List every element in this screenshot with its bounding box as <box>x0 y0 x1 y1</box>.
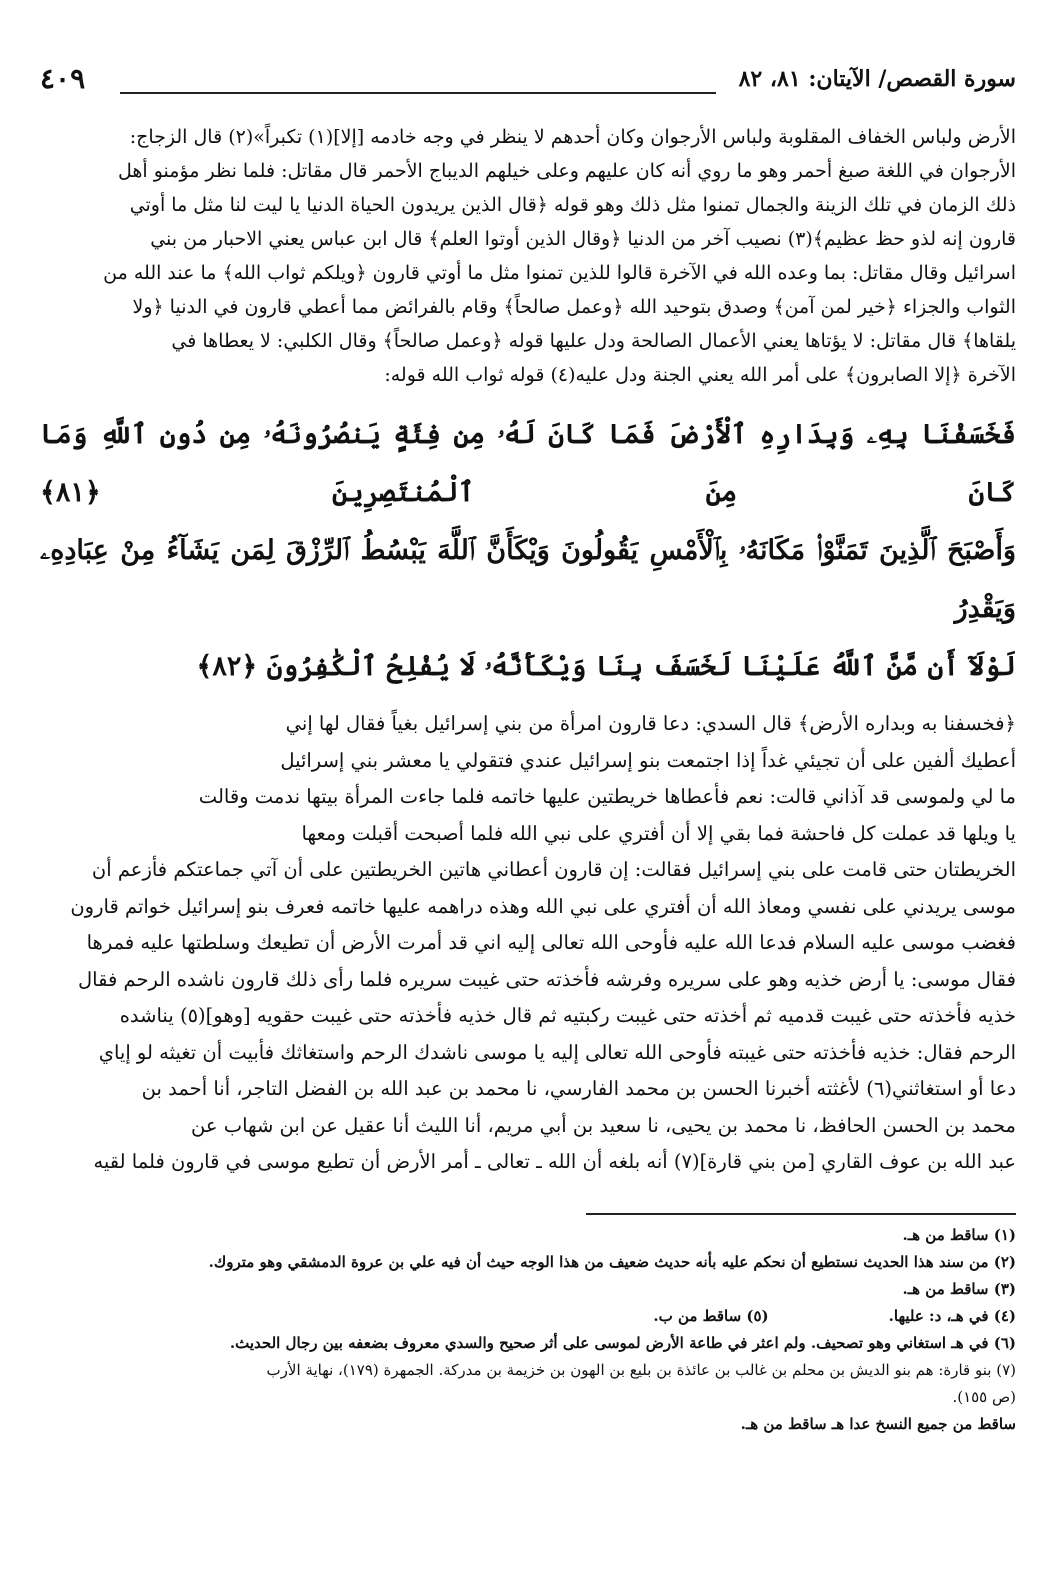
text-line: خذيه فأخذته حتى غيبت قدميه ثم أخذته حتى غيبت ركبتيه ثم قال خذيه فأخذته حتى غيبت حقويه [وهو](٥) يناشده <box>119 1004 1016 1027</box>
text-line: أعطيك ألفين على أن تجيئي غداً إذا اجتمعت بنو إسرائيل عندي فتقولي يا معشر بني إسرائيل <box>280 748 1016 772</box>
text-line: ذلك الزمان في تلك الزينة والجمال تمنوا مثل ذلك وهو قوله ﴿قال الذين يريدون الحياة الدنيا يا ليت لنا مثل ما أوتي <box>129 194 1016 216</box>
text-line: عبد الله بن عوف القاري [من بني قارة](٧) أنه بلغه أن الله ـ تعالى ـ أمر الأرض أن تطيع موسى في قارون فلما لقيه <box>93 1150 1016 1173</box>
footnote-4: (٤) في هـ، د: عليها. <box>888 1307 1016 1325</box>
surah-title: سورة القصص/ الآيتان: ٨١، ٨٢ <box>738 66 1016 92</box>
footnote-5: (٥) ساقط من ب. <box>653 1307 769 1325</box>
footnote-7-cont: (ص ١٥٥). <box>952 1388 1016 1406</box>
text-line: اسرائيل وقال مقاتل: بما وعده الله في الآخرة قالوا للذين تمنوا مثل ما أوتي قارون ﴿ويلكم ثواب الله﴾ ما عند الله من <box>103 262 1016 284</box>
text-line: الأرجوان في اللغة صبغ أحمر وهو ما روي أنه كان عليهم وعلى خيلهم الديباج الأحمر قال مقاتل: فلما نظر مؤمنو أهل <box>118 160 1016 182</box>
text-line: الثواب والجزاء ﴿خير لمن آمن﴾ وصدق بتوحيد الله ﴿وعمل صالحاً﴾ وقام بالفرائض مما أعطي قارون في الدنيا ﴿ولا <box>132 296 1016 318</box>
quran-verses <box>40 406 1016 696</box>
header-rule <box>120 92 716 94</box>
text-line: موسى يريدني على نفسي ومعاذ الله أن أفتري على نبي الله وهذه دراهمه عليها خاتمه فعرف بنو إسرائيل خواتم قارون <box>70 894 1016 918</box>
text-line: الرحم فقال: خذيه فأخذته حتى غيبته فأوحى الله تعالى إليه يا موسى ناشدك الرحم واستغاثك فأبيت أن تغيثه لو إياي <box>98 1040 1016 1064</box>
footnote-2: (٢) من سند هذا الحديث نستطيع أن نحكم عليه بأنه حديث ضعيف من هذا الوجه حيث أن فيه علي بن عروة الدمشقي وهو متروك. <box>208 1253 1016 1271</box>
footnote-extra: ساقط من جميع النسخ عدا هـ ساقط من هـ. <box>740 1415 1016 1433</box>
text-line: فغضب موسى عليه السلام فدعا الله عليه فأوحى الله تعالى إليه اني قد أمرت الأرض أن تطيعك وسلطتها عليه فمرها <box>86 931 1016 954</box>
page-number: ٤٠٩ <box>40 62 86 95</box>
footnotes <box>40 1222 1016 1438</box>
text-line: الأرض ولباس الخفاف المقلوبة ولباس الأرجوان وكان أحدهم لا ينظر في وجه خادمه [إلا](١) تكبراً»(٢) قال الزجاج: <box>129 126 1016 148</box>
footnote-7: (٧) بنو قارة: هم بنو الديش بن محلم بن غالب بن عائذة بن بليع بن الهون بن خزيمة بن مدركة. الجمهرة (١٧٩)، نهاية الأرب <box>266 1361 1016 1379</box>
verse-line: فَخَسَفْنَا بِهِۦ وَبِدَارِهِ ٱلْأَرْضَ فَمَا كَانَ لَهُۥ مِن فِئَةٍ يَنصُرُونَهُۥ مِن دُونِ ٱللَّهِ وَمَا كَانَ مِنَ ٱلْمُنتَصِرِينَ ﴿٨١﴾ <box>40 419 1016 508</box>
commentary-block-2 <box>40 706 1016 1181</box>
verse-line: وَأَصْبَحَ ٱلَّذِينَ تَمَنَّوْا۟ مَكَانَهُۥ بِٱلْأَمْسِ يَقُولُونَ وَيْكَأَنَّ ٱللَّهَ يَبْسُطُ ٱلرِّزْقَ لِمَن يَشَآءُ مِنْ عِبَادِهِۦ وَيَقْدِرُ <box>40 535 1016 624</box>
text-line: فقال موسى: يا أرض خذيه وهو على سريره وفرشه فأخذته حتى غيبت سريره فلما رأى ذلك قارون ناشده الرحم فقال <box>77 967 1016 991</box>
text-line: يا ويلها قد عملت كل فاحشة فما بقي إلا أن أفتري على نبي الله فلما أصبحت أقبلت ومعها <box>301 821 1016 845</box>
text-line: قارون إنه لذو حظ عظيم﴾(٣) نصيب آخر من الدنيا ﴿وقال الذين أوتوا العلم﴾ قال ابن عباس يعني الاحبار من بني <box>150 228 1016 250</box>
commentary-block-1 <box>40 120 1016 392</box>
running-header <box>40 58 1016 102</box>
footnote-pair <box>40 1303 1016 1330</box>
text-line: يلقاها﴾ قال مقاتل: لا يؤتاها يعني الأعمال الصالحة ودل عليها قوله ﴿وعمل صالحاً﴾ وقال الكلبي: لا يعطاها في <box>171 330 1016 352</box>
footnote-3: (٣) ساقط من هـ. <box>902 1280 1016 1298</box>
text-line: الخريطتان حتى قامت على بني إسرائيل فقالت: إن قارون أعطاني هاتين الخريطتين على أن آتي جماعتكم فأزعم أن <box>91 858 1016 881</box>
text-line: الآخرة ﴿إلا الصابرون﴾ على أمر الله يعني الجنة ودل عليه(٤) قوله ثواب الله قوله: <box>384 364 1016 386</box>
footnote-6: (٦) في هـ استغاني وهو تصحيف. ولم اعثر في طاعة الأرض لموسى على أثر صحيح والسدي معروف بضعفه بين رجال الحديث. <box>229 1334 1016 1352</box>
footnote-separator <box>586 1213 1016 1215</box>
page-body <box>40 120 1016 1181</box>
verse-line: لَوْلَآ أَن مَّنَّ ٱللَّهُ عَلَيْنَا لَخَسَفَ بِنَا وَيْكَأَنَّهُۥ لَا يُفْلِحُ ٱلْكَٰفِرُونَ ﴿٨٢﴾ <box>196 651 1016 682</box>
footnote-1: (١) ساقط من هـ. <box>902 1226 1016 1244</box>
text-line: محمد بن الحسن الحافظ، نا محمد بن يحيى، نا سعيد بن أبي مريم، أنا الليث أنا عقيل عن ابن شهاب عن <box>191 1113 1016 1137</box>
text-line: دعا أو استغاثني(٦) لأغثته أخبرنا الحسن بن محمد الفارسي، نا محمد بن عبد الله بن الفضل التاجر، أنا أحمد بن <box>141 1077 1016 1100</box>
text-line: ما لي ولموسى قد آذاني قالت: نعم فأعطاها خريطتين عليها خاتمه فلما جاءت المرأة بيتها ندمت وقالت <box>198 785 1016 808</box>
text-line: ﴿فخسفنا به وبداره الأرض﴾ قال السدي: دعا قارون امرأة من بني إسرائيل بغياً فقال لها إني <box>285 712 1016 735</box>
